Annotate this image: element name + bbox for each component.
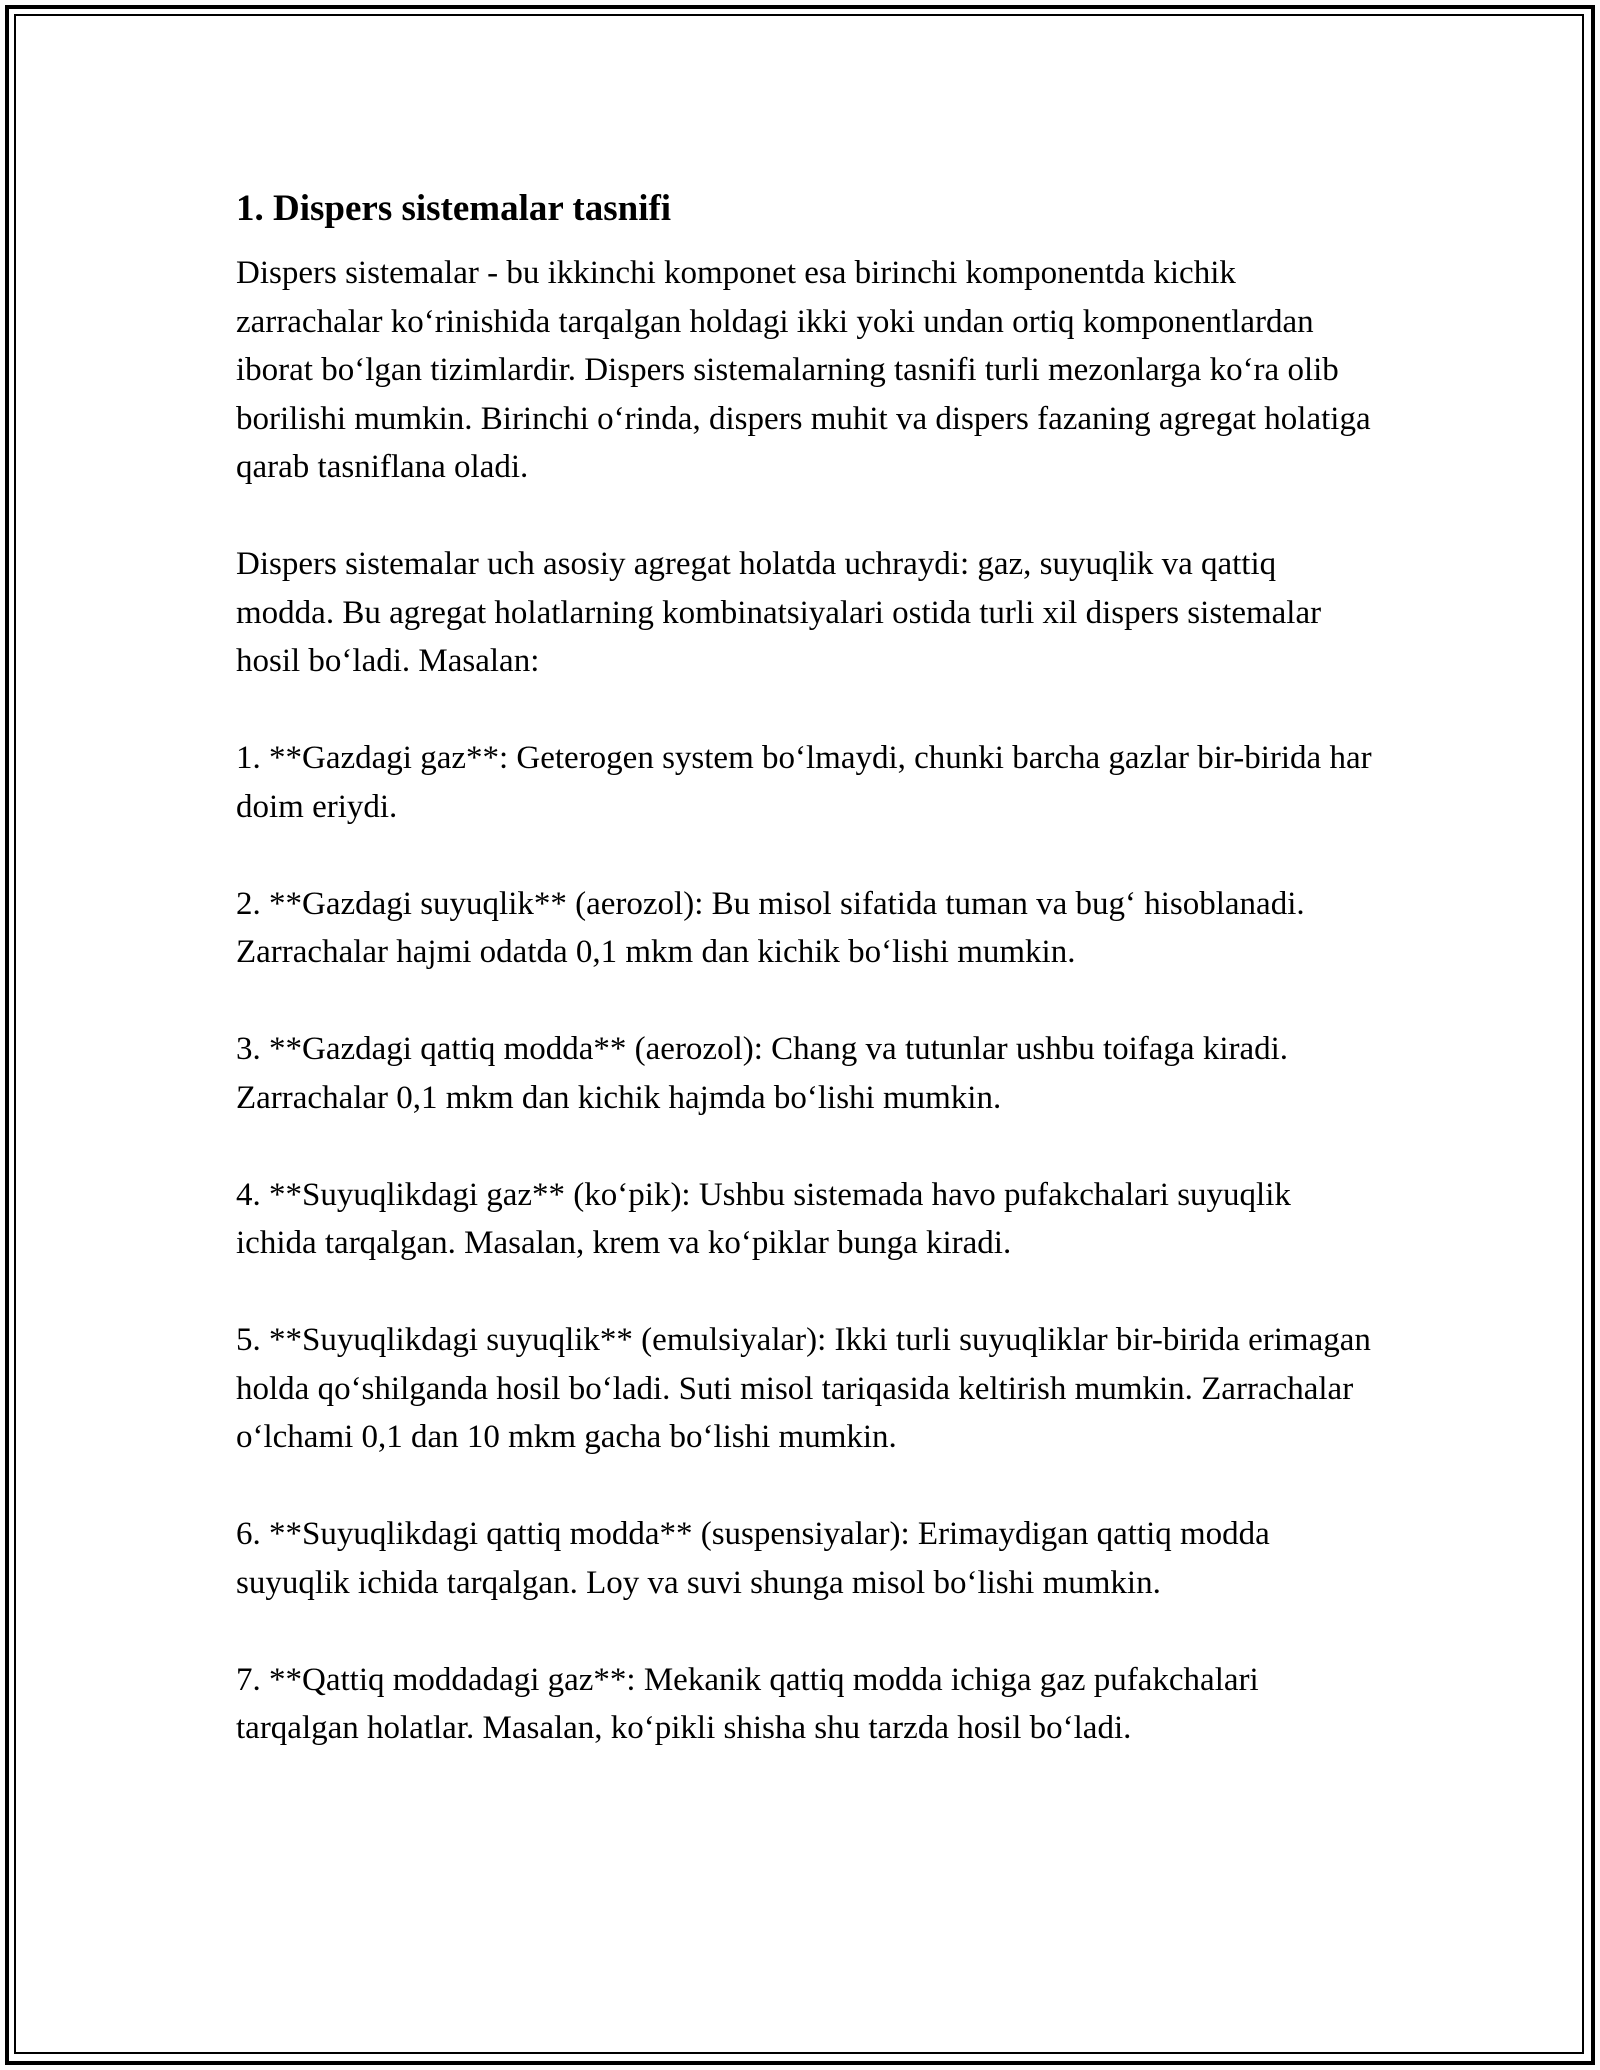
section-heading: 1. Dispers sistemalar tasnifi bbox=[236, 188, 672, 229]
list-item-liquid-in-gas: 2. **Gazdagi suyuqlik** (aerozol): Bu misol sifatida tuman va bug‘ hisoblanadi. Zarrachalar hajmi odatda 0,1 mkm dan kichik bo‘lishi mumkin. bbox=[236, 885, 1305, 971]
list-item-gas-in-liquid: 4. **Suyuqlikdagi gaz** (ko‘pik): Ushbu sistemada havo pufakchalari suyuqlik ichida tarqalgan. Masalan, krem va ko‘piklar bunga kiradi. bbox=[236, 1176, 1291, 1262]
list-item-solid-in-liquid: 6. **Suyuqlikdagi qattiq modda** (suspensiyalar): Erimaydigan qattiq modda suyuqlik ichida tarqalgan. Loy va suvi shunga misol bo‘lishi mumkin. bbox=[236, 1516, 1270, 1601]
aggregate-states-paragraph: Dispers sistemalar uch asosiy agregat holatda uchraydi: gaz, suyuqlik va qattiq modda. Bu agregat holatlarning kombinatsiyalari ostida turli xil dispers sistemalar hosil bo‘ladi. Masalan: bbox=[236, 546, 1322, 680]
list-item-gas-in-solid: 7. **Qattiq moddadagi gaz**: Mekanik qattiq modda ichiga gaz pufakchalari tarqalgan holatlar. Masalan, ko‘pikli shisha shu tarzda hosil bo‘ladi. bbox=[236, 1661, 1259, 1747]
list-item-solid-in-gas: 3. **Gazdagi qattiq modda** (aerozol): Chang va tutunlar ushbu toifaga kiradi. Zarrachalar 0,1 mkm dan kichik hajmda bo‘lishi mumkin. bbox=[236, 1031, 1289, 1116]
document-body bbox=[236, 185, 1376, 1801]
list-item-liquid-in-liquid: 5. **Suyuqlikdagi suyuqlik** (emulsiyalar): Ikki turli suyuqliklar bir-birida erimagan holda qo‘shilganda hosil bo‘ladi. Suti misol tariqasida keltirish mumkin. Zarrachalar o‘lchami 0,1 dan 10 mkm gacha bo‘lishi mumkin. bbox=[236, 1322, 1371, 1456]
list-item-gas-in-gas: 1. **Gazdagi gaz**: Geterogen system bo‘lmaydi, chunki barcha gazlar bir-birida har doim eriydi. bbox=[236, 740, 1372, 825]
intro-paragraph: Dispers sistemalar - bu ikkinchi komponet esa birinchi komponentda kichik zarrachalar ko‘rinishida tarqalgan holdagi ikki yoki undan ortiq komponentlardan iborat bo‘lgan tizimlardir. Dispers sistemalarning tasnifi turli mezonlarga ko‘ra olib borilishi mumkin. Birinchi o‘rinda, dispers muhit va dispers fazaning agregat holatiga qarab tasniflana oladi. bbox=[236, 255, 1371, 486]
